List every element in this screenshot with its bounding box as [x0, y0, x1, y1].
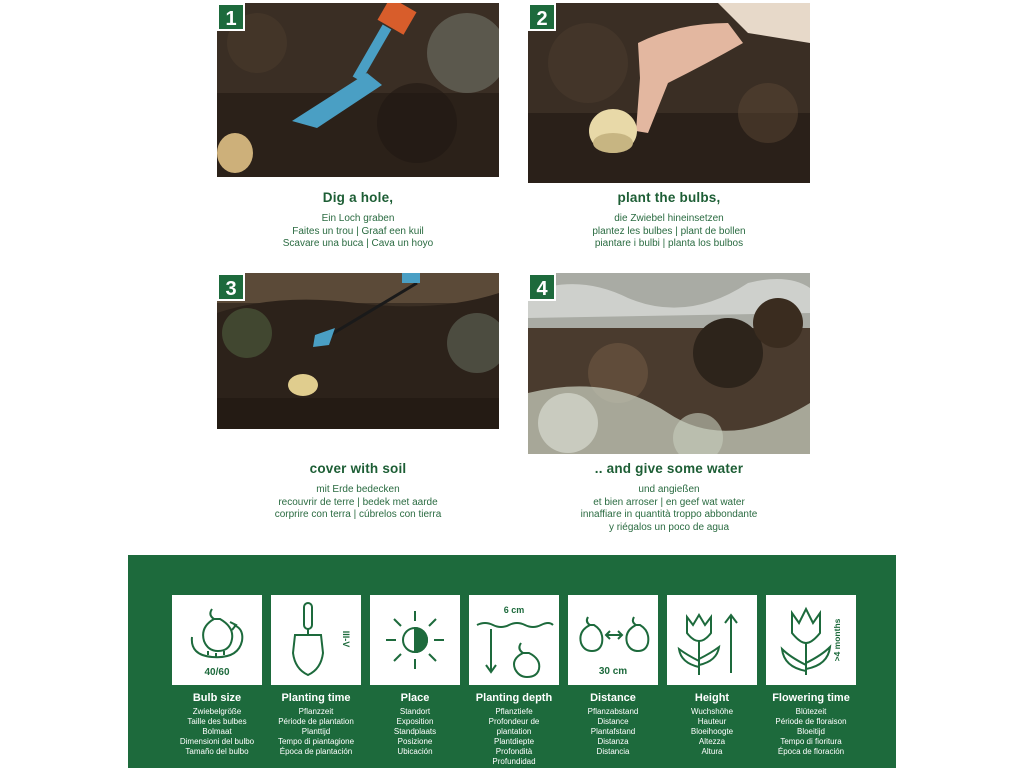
step-2-caption	[528, 190, 810, 251]
distance-label	[559, 692, 667, 757]
planting-depth-value: 6 cm	[503, 605, 525, 615]
step-4-number: 4	[528, 273, 556, 301]
height-line: Altezza	[698, 737, 726, 746]
distance-line: Plantafstand	[590, 727, 636, 736]
step-4-caption	[528, 461, 810, 534]
distance-line: Distance	[597, 717, 629, 726]
planting-info-panel	[128, 555, 896, 768]
step-4-line: innaffiare in quantità troppo abbondante	[580, 509, 758, 520]
flowering-time-line: Época de floración	[777, 747, 845, 756]
planting-depth-title: Planting depth	[475, 692, 553, 704]
bulb-size-title: Bulb size	[192, 692, 242, 704]
distance-value: 30 cm	[598, 666, 628, 677]
height-title: Height	[694, 692, 730, 704]
planting-time-label	[262, 692, 370, 757]
place-line: Standort	[399, 707, 431, 716]
place-line: Exposition	[396, 717, 434, 726]
bulb-size-icon	[172, 595, 262, 685]
flowering-time-label	[757, 692, 865, 757]
step-1-line: Scavare una buca | Cava un hoyo	[282, 238, 434, 249]
bulb-size-line: Taille des bulbes	[187, 717, 247, 726]
sun-icon	[370, 595, 460, 685]
step-4-line: y riégalos un poco de agua	[608, 521, 730, 533]
bulb-size-value: 40/60	[204, 667, 230, 678]
bulb-size-line: Bolmaat	[202, 727, 232, 736]
step-4-line: und angießen	[638, 484, 700, 495]
flowering-time-line: Blütezeit	[795, 707, 827, 716]
bulb-size-line: Tamaño del bulbo	[185, 747, 249, 756]
step-1-line: Faites un trou | Graaf een kuil	[292, 225, 424, 237]
bulb-size-line: Zwiebelgröße	[192, 707, 242, 716]
flowering-time-line: Période de floraison	[775, 717, 847, 726]
flowering-time-card	[766, 595, 856, 685]
planting-time-line: Época de plantación	[279, 747, 353, 756]
planting-time-line: Tempo di piantagione	[277, 737, 355, 746]
distance-line: Pflanzabstand	[587, 707, 639, 716]
planting-time-line: Pflanzzeit	[298, 707, 334, 716]
place-line: Standplaats	[393, 727, 437, 736]
trowel-icon	[271, 595, 361, 685]
distance-line: Distancia	[596, 747, 630, 756]
planting-time-title: Planting time	[281, 692, 351, 704]
bulb-size-label	[163, 692, 271, 757]
step-3-line: corprire con terra | cúbrelos con tierra	[274, 509, 442, 520]
flowering-time-value: >4 months	[832, 618, 842, 662]
place-line: Ubicación	[397, 747, 433, 756]
step-3-line: recouvrir de terre | bedek met aarde	[278, 496, 438, 508]
step-1-number: 1	[217, 3, 245, 31]
place-title: Place	[400, 692, 430, 704]
planting-depth-line: Profundidad	[492, 757, 536, 766]
place-label	[361, 692, 469, 757]
planting-time-card	[271, 595, 361, 685]
planting-time-line: Période de plantation	[278, 717, 354, 726]
step-1-translations	[217, 213, 499, 251]
step-3-photo	[217, 273, 499, 429]
step-2-line: plantez les bulbes | plant de bollen	[592, 225, 746, 237]
height-line: Hauteur	[697, 717, 727, 726]
step-2-title: plant the bulbs,	[617, 190, 721, 205]
step-2-line: die Zwiebel hineinsetzen	[614, 213, 724, 224]
step-1-caption	[217, 190, 499, 251]
planting-depth-card	[469, 595, 559, 685]
height-label	[658, 692, 766, 757]
step-4-photo	[528, 273, 810, 454]
height-line: Bloeihoogte	[690, 727, 734, 736]
step-4-translations	[528, 484, 810, 534]
place-line: Posizione	[397, 737, 433, 746]
flowering-time-title: Flowering time	[772, 692, 850, 704]
planting-depth-icon	[469, 595, 559, 685]
step-2-photo	[528, 3, 810, 183]
step-3-line: mit Erde bedecken	[316, 484, 400, 495]
height-line: Altura	[701, 747, 723, 756]
step-2-translations	[528, 213, 810, 251]
planting-depth-label	[460, 692, 568, 767]
step-1-title: Dig a hole,	[322, 190, 394, 205]
planting-time-line: Planttijd	[301, 727, 331, 736]
bulb-size-line: Dimensioni del bulbo	[179, 737, 255, 746]
height-line: Wuchshöhe	[690, 707, 734, 716]
planting-time-value: III-V	[341, 630, 351, 648]
step-4-title: .. and give some water	[594, 461, 744, 476]
planting-depth-line: plantation	[496, 727, 532, 736]
height-card	[667, 595, 757, 685]
step-2-line: piantare i bulbi | planta los bulbos	[594, 238, 744, 249]
flowering-time-line: Tempo di fioritura	[780, 737, 842, 746]
step-3-number: 3	[217, 273, 245, 301]
step-2-number: 2	[528, 3, 556, 31]
step-3-caption	[217, 461, 499, 522]
distance-line: Distanza	[597, 737, 629, 746]
step-3-title: cover with soil	[309, 461, 407, 476]
bulb-size-card	[172, 595, 262, 685]
height-icon	[667, 595, 757, 685]
step-1-photo	[217, 3, 499, 177]
step-4-line: et bien arroser | en geef wat water	[593, 496, 745, 508]
planting-depth-line: Profondità	[495, 747, 533, 756]
place-card	[370, 595, 460, 685]
step-3-translations	[217, 484, 499, 522]
planting-depth-line: Profondeur de	[488, 717, 540, 726]
distance-title: Distance	[590, 692, 636, 704]
distance-icon	[568, 595, 658, 685]
tulip-flower-icon	[766, 595, 856, 685]
planting-depth-line: Pflanztiefe	[495, 707, 533, 716]
distance-card	[568, 595, 658, 685]
flowering-time-line: Bloeitijd	[796, 727, 825, 736]
step-1-line: Ein Loch graben	[321, 213, 395, 224]
planting-depth-line: Plantdiepte	[493, 737, 535, 746]
